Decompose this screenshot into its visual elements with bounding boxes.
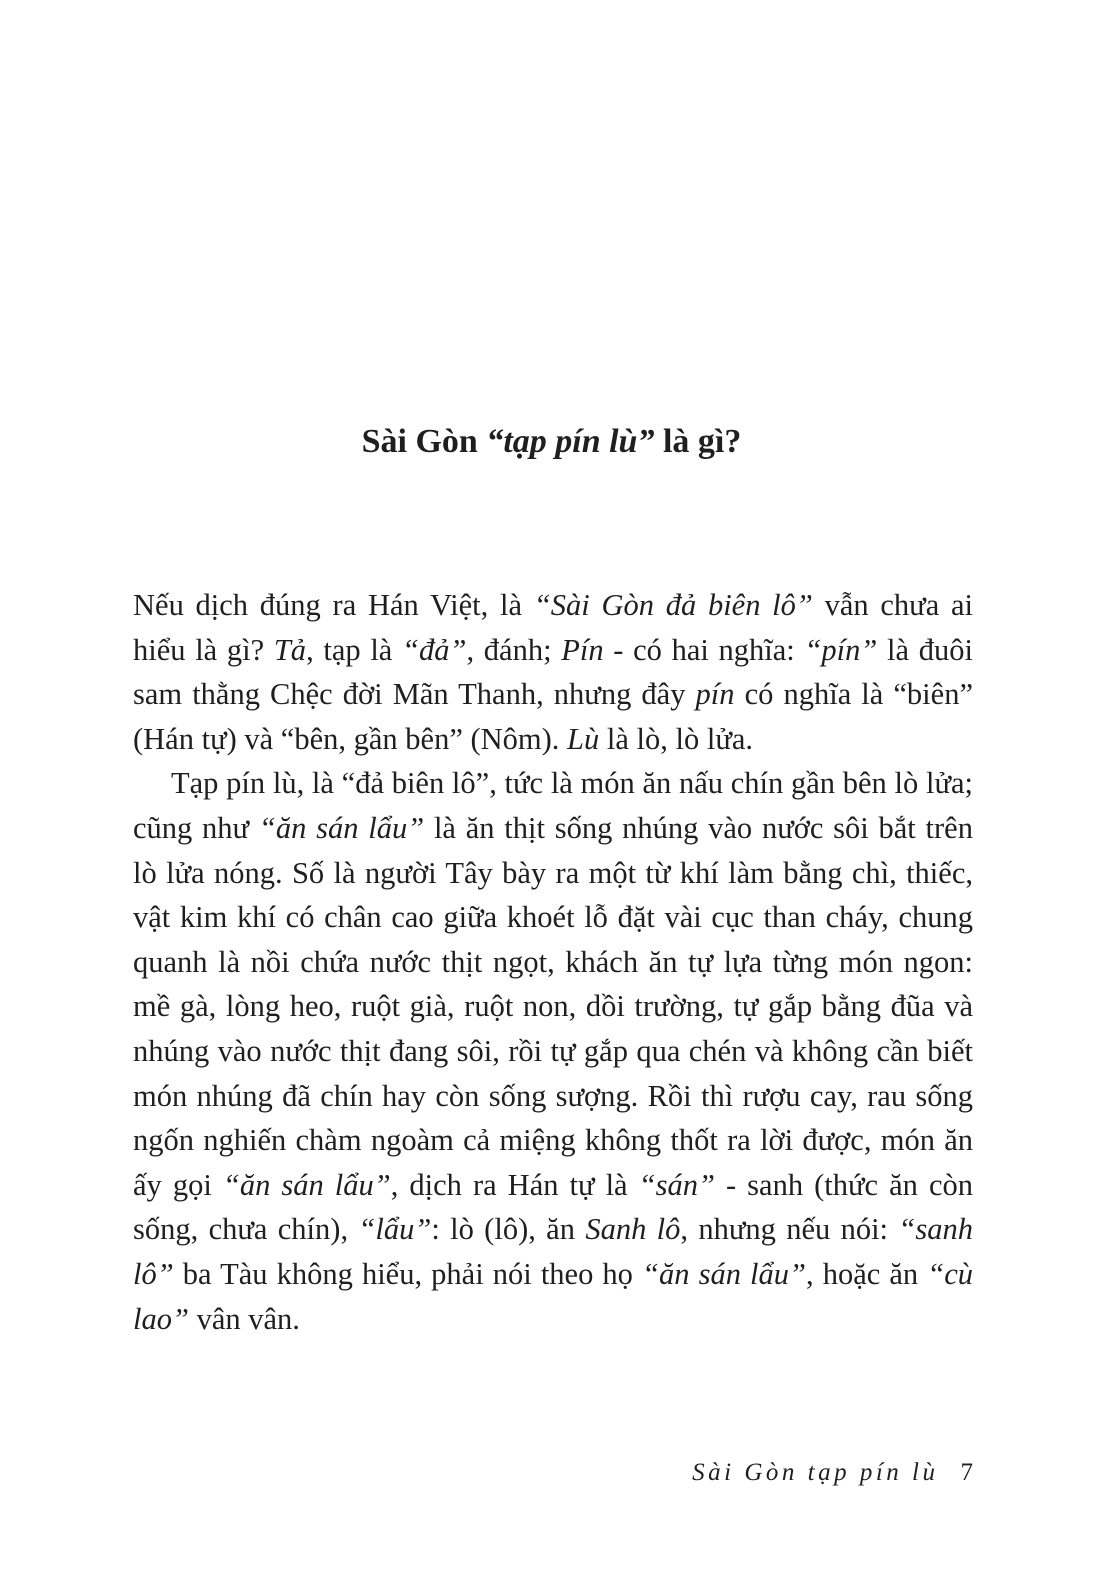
italic-text: “Sài Gòn đả biên lô” <box>533 588 813 622</box>
italic-text: “ăn sán lẩu” <box>258 810 425 845</box>
text-run: , đánh; <box>466 632 562 667</box>
italic-text: “ăn sán lẩu” <box>642 1256 806 1291</box>
italic-text: pín <box>695 677 735 712</box>
italic-text: Tả <box>273 632 307 667</box>
italic-text: Sanh lô <box>585 1212 681 1247</box>
running-title: Sài Gòn tạp pín lù <box>692 1459 939 1486</box>
text-run: , tạp là <box>306 632 403 667</box>
text-run: có nghĩa là “biên” (Hán tự) và “bên, gần bên” (Nôm). <box>133 677 973 756</box>
italic-text: “pín” <box>804 632 878 667</box>
text-run: : lò (lô), ăn <box>431 1212 586 1247</box>
paragraph-2 <box>133 761 973 1341</box>
text-run: , hoặc ăn <box>805 1256 928 1291</box>
chapter-title-part-2: là gì? <box>654 423 742 460</box>
italic-text: “sán” <box>638 1167 715 1202</box>
italic-text: “lẩu” <box>358 1212 432 1247</box>
page-number: 7 <box>960 1459 973 1486</box>
text-run: là ăn thịt sống nhúng vào nước sôi bắt trên lò lửa nóng. Số là người Tây bày ra một từ khí làm bằng chì, thiếc, vật kim khí có chân cao giữa khoét lỗ đặt vài cục than cháy, chung quanh là nồi chứa nước thịt ngọt, khách ăn tự lựa từng món ngon: mề gà, lòng heo, ruột già, ruột non, dồi trường, tự gắp bằng đũa và nhúng vào nước thịt đang sôi, rồi tự gắp qua chén và không cần biết món nhúng đã chín hay còn sống sượng. Rồi thì rượu cay, rau sống ngốn nghiến chàm ngoàm cả miệng không thốt ra lời được, món ăn ấy gọi <box>133 810 973 1202</box>
chapter-title-italic: “tạp pín lù” <box>486 423 655 460</box>
text-run: là đuôi sam thằng Chệc đời Mãn Thanh, nhưng đây <box>133 632 973 712</box>
italic-text: Lù <box>567 721 600 756</box>
text-run: vân vân. <box>188 1301 300 1336</box>
italic-text: “đả” <box>402 632 467 667</box>
text-run: - sanh (thức ăn còn sống, chưa chín), <box>133 1167 973 1247</box>
italic-text: Pín <box>561 632 604 667</box>
page-footer <box>692 1456 973 1490</box>
italic-text: “cù lao” <box>133 1256 973 1336</box>
italic-text: “sanh lô” <box>133 1212 973 1291</box>
text-run: vẫn chưa ai hiểu là gì? <box>133 588 973 667</box>
chapter-title-part-1: Sài Gòn <box>361 423 487 460</box>
body-text <box>133 583 973 1341</box>
text-run: Nếu dịch đúng ra Hán Việt, là <box>133 588 534 622</box>
text-run: Tạp pín lù, là “đả biên lô”, tức là món ăn nấu chín gần bên lò lửa; cũng như <box>133 766 973 845</box>
chapter-title <box>0 418 1103 466</box>
text-run: , nhưng nếu nói: <box>680 1212 899 1247</box>
text-run: - có hai nghĩa: <box>603 632 805 667</box>
text-run: ba Tàu không hiểu, phải nói theo họ <box>173 1256 643 1291</box>
text-run: là lò, lò lửa. <box>599 721 754 756</box>
paragraph-1 <box>133 583 973 761</box>
italic-text: “ăn sán lẩu” <box>222 1167 391 1202</box>
text-run: , dịch ra Hán tự là <box>390 1167 639 1202</box>
